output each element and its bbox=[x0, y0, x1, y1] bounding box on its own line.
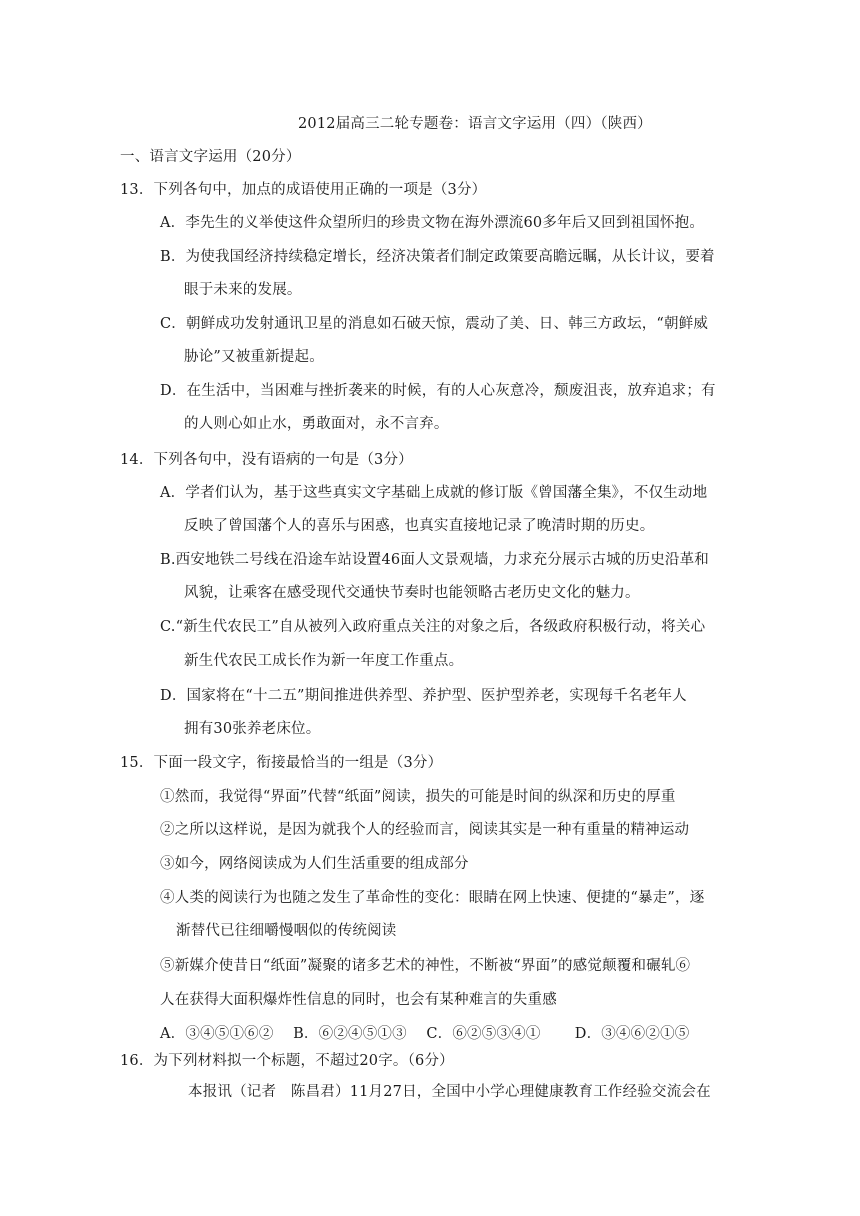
question-13-option-d-cont: 的人则心如止水，勇敢面对，永不言弃。 bbox=[184, 416, 449, 432]
question-15-sentence-4: ④人类的阅读行为也随之发生了革命性的变化：眼睛在网上快速、便捷的“暴走”，逐 bbox=[160, 890, 705, 906]
question-14-option-a-cont: 反映了曾国藩个人的喜乐与困惑，也真实直接地记录了晚清时期的历史。 bbox=[184, 518, 655, 534]
question-15-sentence-2: ②之所以这样说，是因为就我个人的经验而言，阅读其实是一种有重量的精神运动 bbox=[160, 822, 690, 838]
question-13-stem: 13．下列各句中，加点的成语使用正确的一项是（3分） bbox=[120, 182, 487, 198]
question-13-option-b-cont: 眼于未来的发展。 bbox=[184, 282, 302, 298]
question-15-stem: 15．下面一段文字，衔接最恰当的一组是（3分） bbox=[120, 755, 443, 771]
question-16-material: 本报讯（记者 陈昌君）11月27日，全国中小学心理健康教育工作经验交流会在 bbox=[188, 1084, 711, 1100]
question-15-sentence-4-cont: 渐替代已往细嚼慢咽似的传统阅读 bbox=[176, 923, 397, 939]
question-13-option-c: C．朝鲜成功发射通讯卫星的消息如石破天惊，震动了美、日、韩三方政坛，“朝鲜威 bbox=[160, 316, 709, 332]
question-15-sentence-6: 人在获得大面积爆炸性信息的同时，也会有某种难言的失重感 bbox=[160, 992, 557, 1008]
question-14-option-d-cont: 拥有30张养老床位。 bbox=[184, 721, 321, 737]
question-15-sentence-5: ⑤新媒介使昔日“纸面”凝聚的诸多艺术的神性，不断被“界面”的感觉颠覆和碾轧⑥ bbox=[160, 958, 691, 974]
question-15-options: A．③④⑤①⑥② B．⑥②④⑤①③ C．⑥②⑤③④① D．③④⑥②①⑤ bbox=[160, 1026, 690, 1042]
question-13-option-b: B．为使我国经济持续稳定增长，经济决策者们制定政策要高瞻远瞩，从长计议，要着 bbox=[160, 249, 715, 265]
question-14-option-d: D．国家将在“十二五”期间推进供养型、养护型、医护型养老，实现每千名老年人 bbox=[160, 688, 687, 704]
question-14-option-b: B.西安地铁二号线在沿途车站设置46面人文景观墙，力求充分展示古城的历史沿革和 bbox=[160, 552, 710, 568]
question-14-option-c-cont: 新生代农民工成长作为新一年度工作重点。 bbox=[184, 653, 464, 669]
section-heading: 一、语言文字运用（20分） bbox=[120, 149, 301, 165]
question-14-option-b-cont: 风貌，让乘客在感受现代交通快节奏时也能领略古老历史文化的魅力。 bbox=[184, 585, 640, 601]
question-16-stem: 16．为下列材料拟一个标题，不超过20字。（6分） bbox=[120, 1053, 454, 1069]
question-14-option-c: C.“新生代农民工”自从被列入政府重点关注的对象之后，各级政府积极行动，将关心 bbox=[160, 619, 706, 635]
question-15-sentence-3: ③如今，网络阅读成为人们生活重要的组成部分 bbox=[160, 856, 469, 872]
question-14-option-a: A．学者们认为，基于这些真实文字基础上成就的修订版《曾国藩全集》，不仅生动地 bbox=[160, 485, 708, 501]
question-13-option-a: A．李先生的义举使这件众望所归的珍贵文物在海外漂流60多年后又回到祖国怀抱。 bbox=[160, 215, 705, 231]
question-15-sentence-1: ①然而，我觉得“界面”代替“纸面”阅读，损失的可能是时间的纵深和历史的厚重 bbox=[160, 789, 676, 805]
question-13-option-d: D．在生活中，当困难与挫折袭来的时候，有的人心灰意冷，颓废沮丧，放弃追求；有 bbox=[160, 383, 716, 399]
page-title: 2012届高三二轮专题卷：语言文字运用（四）（陕西） bbox=[298, 116, 652, 132]
question-13-option-c-cont: 胁论”又被重新提起。 bbox=[184, 349, 324, 365]
question-14-stem: 14．下列各句中，没有语病的一句是（3分） bbox=[120, 452, 413, 468]
